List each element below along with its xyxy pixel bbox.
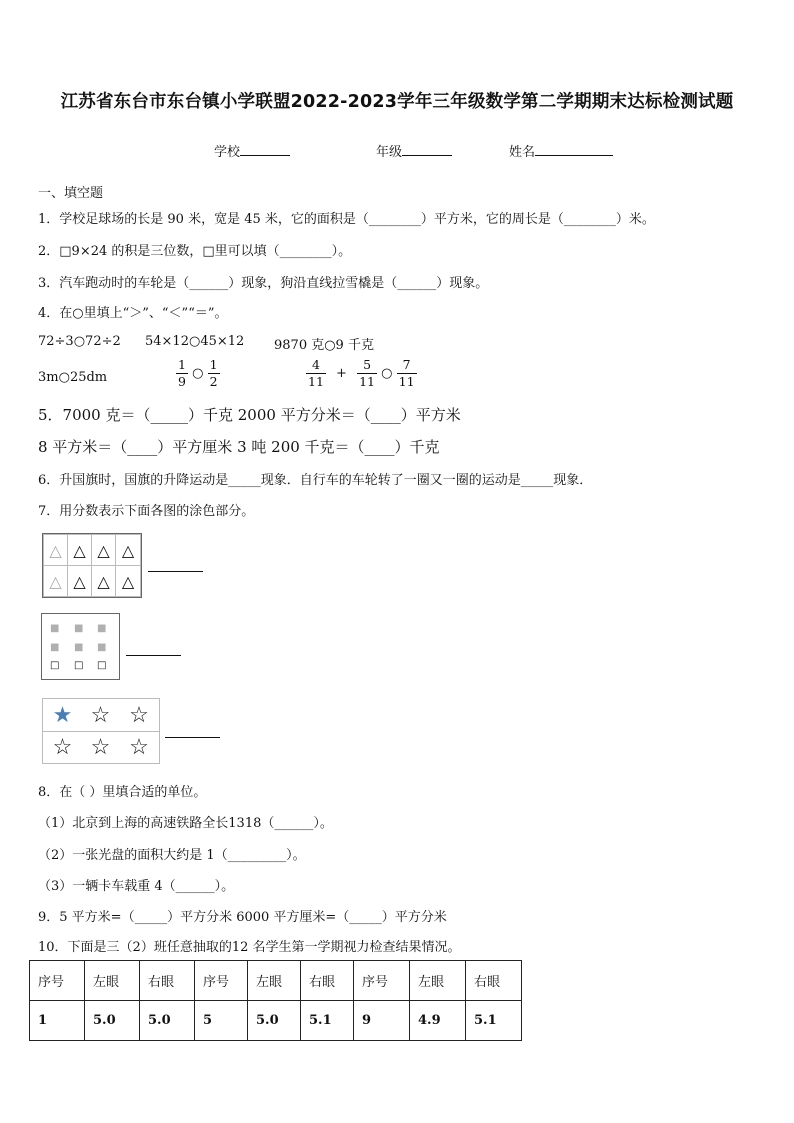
q4-item-b: 54×12○45×12	[145, 334, 245, 349]
table-header-cell: 左眼	[410, 961, 466, 1001]
q4-item-a: 72÷3○72÷2	[38, 334, 121, 349]
triangle-icon: △	[67, 534, 92, 566]
square-icon-filled: ■	[97, 642, 107, 653]
question-1: 1．学校足球场的长是 90 米，宽是 45 米，它的面积是（________）平方米，它的周长是（________）米。	[38, 212, 655, 227]
table-header-cell: 右眼	[466, 961, 522, 1001]
name-blank[interactable]	[535, 143, 613, 156]
numerator: 5	[357, 357, 377, 374]
compare-circle: ○	[192, 366, 204, 381]
table-cell: 1	[30, 1001, 85, 1041]
square-grid	[41, 613, 120, 680]
numerator: 1	[178, 357, 186, 372]
table-cell: 9	[354, 1001, 410, 1041]
table-header-cell: 序号	[195, 961, 248, 1001]
square-icon-filled: ■	[50, 642, 60, 653]
section-heading: 一、填空题	[38, 186, 104, 201]
square-icon-filled: ■	[50, 623, 60, 634]
name-label: 姓名	[509, 145, 536, 160]
fraction	[176, 357, 188, 390]
star-icon-filled: ★	[52, 703, 73, 728]
question-7: 7．用分数表示下面各图的涂色部分。	[38, 504, 255, 519]
star-icon: ☆	[90, 703, 111, 728]
star-grid	[42, 698, 160, 764]
question-5-line-1: 5．7000 克＝（_____）千克 2000 平方分米＝（____）平方米	[38, 406, 461, 424]
plus-sign: +	[336, 366, 347, 381]
triangle-icon: △	[115, 534, 141, 566]
table-header-cell: 左眼	[85, 961, 140, 1001]
page-title: 江苏省东台市东台镇小学联盟2022-2023学年三年级数学第二学期期末达标检测试题	[60, 92, 734, 112]
numerator: 4	[306, 357, 326, 374]
grade-blank[interactable]	[402, 143, 452, 156]
answer-line-figure-3[interactable]	[165, 737, 220, 738]
q4-item-f	[306, 357, 417, 390]
question-8-1: （1）北京到上海的高速铁路全长1318（______）。	[38, 816, 333, 831]
square-icon-empty: □	[97, 660, 107, 671]
triangle-icon: △	[91, 565, 116, 597]
question-3: 3．汽车跑动时的车轮是（______）现象，狗沿直线拉雪橇是（______）现象。	[38, 276, 489, 291]
table-cell: 5.0	[248, 1001, 301, 1041]
question-9: 9．5 平方米=（_____）平方分米 6000 平方厘米=（_____）平方分米	[38, 910, 447, 925]
table-cell: 5	[195, 1001, 248, 1041]
table-header-row	[30, 961, 522, 1001]
question-6: 6．升国旗时，国旗的升降运动是_____现象．自行车的车轮转了一圈又一圈的运动是_____现象．	[38, 473, 593, 488]
table-row	[30, 1001, 522, 1041]
triangle-icon-shaded: △	[43, 534, 68, 566]
numerator: 1	[209, 357, 218, 372]
denominator: 11	[398, 374, 415, 389]
square-icon-filled: ■	[97, 623, 107, 634]
table-header-cell: 右眼	[301, 961, 354, 1001]
square-icon-empty: □	[74, 660, 84, 671]
question-8-3: （3）一辆卡车载重 4（______）。	[38, 879, 235, 894]
star-icon: ☆	[43, 731, 82, 763]
star-icon: ☆	[81, 731, 120, 763]
table-header-cell: 左眼	[248, 961, 301, 1001]
fraction	[306, 357, 326, 390]
fraction	[397, 357, 417, 390]
square-icon-empty: □	[50, 660, 60, 671]
question-10: 10．下面是三（2）班任意抽取的12 名学生第一学期视力检查结果情况。	[38, 940, 461, 955]
denominator: 9	[178, 374, 186, 389]
q4-item-d: 3m○25dm	[38, 370, 108, 385]
table-cell: 5.0	[85, 1001, 140, 1041]
name-field	[509, 141, 613, 160]
table-cell: 4.9	[410, 1001, 466, 1041]
school-label: 学校	[214, 145, 241, 160]
triangle-icon: △	[115, 565, 141, 597]
table-cell: 5.1	[301, 1001, 354, 1041]
table-header-cell: 序号	[30, 961, 85, 1001]
answer-line-figure-2[interactable]	[126, 655, 181, 656]
question-4: 4．在○里填上“＞”、“＜”“＝”。	[38, 306, 228, 321]
table-header-cell: 序号	[354, 961, 410, 1001]
question-5-line-2: 8 平方米＝（____）平方厘米 3 吨 200 千克＝（____）千克	[38, 438, 440, 456]
grade-label: 年级	[376, 145, 403, 160]
school-blank[interactable]	[240, 143, 290, 156]
question-8: 8．在（ ）里填合适的单位。	[38, 785, 207, 800]
table-cell: 5.0	[140, 1001, 195, 1041]
table-cell: 5.1	[466, 1001, 522, 1041]
square-icon-filled: ■	[74, 642, 84, 653]
denominator: 11	[308, 374, 324, 389]
question-2: 2．□9×24 的积是三位数，□里可以填（________）。	[38, 244, 352, 259]
question-8-2: （2）一张光盘的面积大约是 1（_________）。	[38, 848, 306, 863]
table-header-cell: 右眼	[140, 961, 195, 1001]
q4-item-e	[176, 357, 220, 390]
grade-field	[376, 141, 452, 160]
fraction	[208, 357, 220, 390]
star-icon: ☆	[119, 731, 159, 763]
denominator: 11	[359, 374, 375, 389]
triangle-icon: △	[91, 534, 116, 566]
school-field	[214, 141, 290, 160]
denominator: 2	[209, 374, 218, 389]
numerator: 7	[397, 357, 417, 374]
triangle-icon-shaded: △	[43, 565, 68, 597]
answer-line-figure-1[interactable]	[148, 571, 203, 572]
triangle-icon: △	[67, 565, 92, 597]
vision-table	[29, 960, 522, 1041]
square-icon-filled: ■	[74, 623, 84, 634]
compare-circle: ○	[381, 366, 393, 381]
triangle-grid	[42, 533, 142, 598]
fraction	[357, 357, 377, 390]
star-icon: ☆	[129, 703, 149, 728]
q4-item-c: 9870 克○9 千克	[274, 338, 374, 353]
